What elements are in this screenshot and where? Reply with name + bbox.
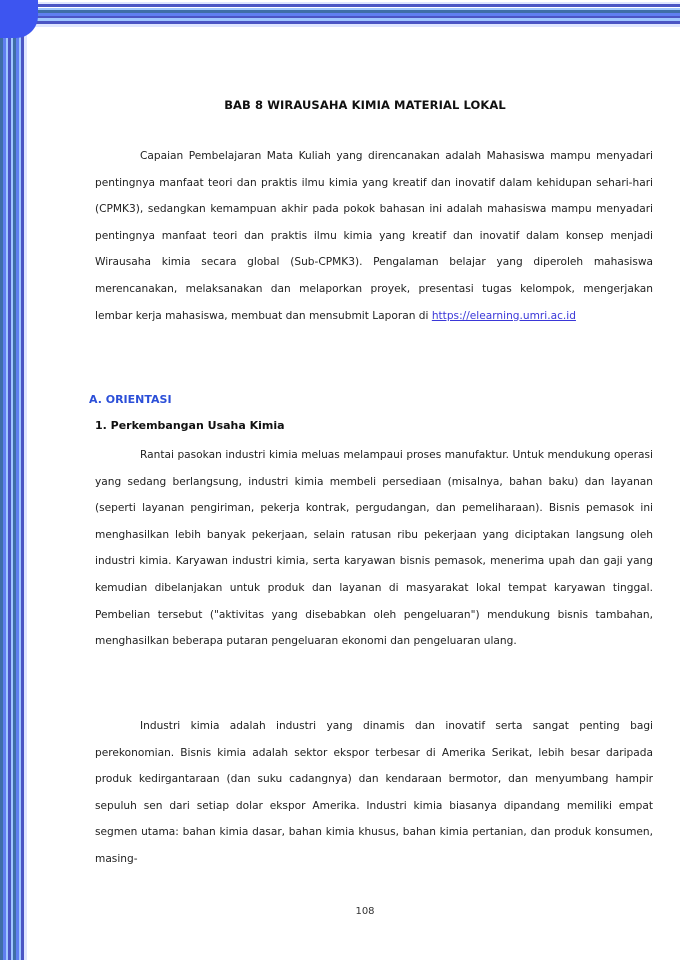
elearning-link[interactable]: https://elearning.umri.ac.id [431,309,576,322]
body-paragraph: Industri kimia adalah industri yang dinamis dan inovatif serta sangat penting bagi perekonomian. Bisnis kimia adalah sektor ekspor terbesar di Amerika Serikat, lebih besar daripada produk kedirgantaraan (dan suku cadangnya) dan kendaraan bermotor, dan menyumbang hampir sepuluh sen dari setiap dolar ekspor Amerika. Industri kimia biasanya dipandang memiliki empat segmen utama: bahan kimia dasar, bahan kimia khusus, bahan kimia pertanian, dan produk konsumen, masing- [95,720,653,865]
chapter-title: BAB 8 WIRAUSAHA KIMIA MATERIAL LOKAL [224,98,506,112]
intro-paragraph [95,143,653,329]
body-paragraph: Rantai pasokan industri kimia meluas melampaui proses manufaktur. Untuk mendukung operasi yang sedang berlangsung, industri kimia membeli persediaan (misalnya, bahan baku) dan layanan (seperti layanan pengiriman, pekerja kontrak, pergudangan, dan pemeliharaan). Bisnis pemasok ini menghasilkan lebih banyak pekerjaan, selain ratusan ribu pekerjaan yang diciptakan langsung oleh industri kimia. Karyawan industri kimia, serta karyawan bisnis pemasok, menerima upah dan gaji yang kemudian dibelanjakan untuk produk dan layanan di masyarakat lokal tempat karyawan tinggal. Pembelian tersebut ("aktivitas yang disebabkan oleh pengeluaran") mendukung bisnis tambahan, menghasilkan beberapa putaran pengeluaran ekonomi dan pengeluaran ulang. [95,449,653,648]
page-number: 108 [355,906,375,917]
top-border-decoration [0,0,680,34]
subsection-heading: 1. Perkembangan Usaha Kimia [95,419,285,432]
intro-text: Capaian Pembelajaran Mata Kuliah yang direncanakan adalah Mahasiswa mampu menyadari pentingnya manfaat teori dan praktis ilmu kimia yang kreatif dan inovatif dalam kehidupan sehari-hari (CPMK3), sedangkan kemampuan akhir pada pokok bahasan ini adalah mahasiswa mampu menyadari pentingnya manfaat teori dan praktis ilmu kimia yang kreatif dan inovatif dalam konsep menjadi Wirausaha kimia secara global (Sub-CPMK3). Pengalaman belajar yang diperoleh mahasiswa merencanakan, melaksanakan dan melaporkan proyek, presentasi tugas kelompok, mengerjakan lembar kerja mahasiswa, membuat dan mensubmit Laporan di [95,150,653,322]
section-heading: A. ORIENTASI [89,393,172,406]
left-border-decoration [0,0,30,960]
